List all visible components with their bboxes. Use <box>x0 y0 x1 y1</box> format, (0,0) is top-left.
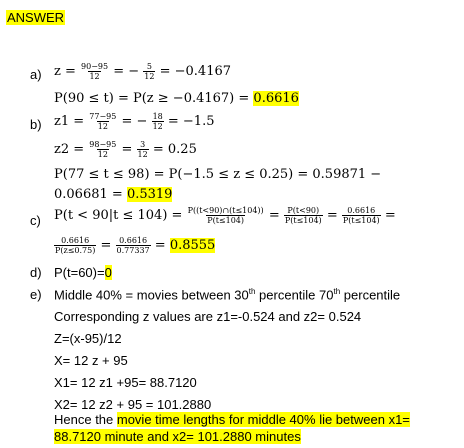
superscript: th <box>248 287 256 296</box>
denominator: P(t≤104) <box>207 216 245 225</box>
equals: = <box>100 238 112 253</box>
difference-expr: 0.06681 = <box>54 187 123 202</box>
part-d-label: d) <box>30 265 42 280</box>
denominator: 12 <box>152 122 163 131</box>
fraction <box>143 62 155 81</box>
denominator: 12 <box>144 72 155 81</box>
part-c-label: c) <box>30 213 41 228</box>
denominator: 0.77337 <box>116 246 150 255</box>
answer-highlight: 0 <box>104 265 112 280</box>
equals: = <box>121 142 133 157</box>
fraction <box>342 206 381 225</box>
numerator: P(t<90) <box>287 206 320 215</box>
part-e-label: e) <box>30 287 42 302</box>
numerator: 3 <box>140 140 146 149</box>
part-a-label: a) <box>30 67 42 82</box>
denominator: P(t≤104) <box>284 216 322 225</box>
answer-highlight: 0.8555 <box>169 238 216 253</box>
part-e-line-6: X2= 12 z2 + 95 = 101.2880 <box>54 397 212 412</box>
part-e-line-2: Corresponding z values are z1=-0.524 and z2= 0.524 <box>54 309 362 324</box>
part-b-label: b) <box>30 117 42 132</box>
numerator: P((t<90)∩(t≤104)) <box>187 206 264 215</box>
part-b-line-2 <box>54 140 197 159</box>
fraction <box>116 236 151 255</box>
z1-result: = −1.5 <box>167 114 215 129</box>
equals: = <box>154 238 166 253</box>
fraction <box>284 206 323 225</box>
z2-expr: z2 = <box>54 142 85 157</box>
part-b-line-4 <box>54 187 172 202</box>
equals-minus: = − <box>121 114 148 129</box>
z-result: = −0.4167 <box>159 64 232 79</box>
fraction <box>187 206 265 225</box>
fraction <box>137 140 149 159</box>
part-c-line-1 <box>54 206 396 225</box>
text-segment: Middle 40% = movies between 30 <box>54 287 249 303</box>
probability-expr: P(t=60)= <box>54 265 105 280</box>
numerator: 77−95 <box>89 112 117 121</box>
conclusion-highlight: movie time lengths for middle 40% lie between x1= <box>116 412 410 427</box>
text-segment: percentile 70 <box>255 287 334 303</box>
equals-minus: = − <box>113 64 140 79</box>
denominator: 12 <box>89 72 100 81</box>
answer-header: ANSWER <box>7 10 65 25</box>
numerator: 5 <box>146 62 152 71</box>
part-a-z-expr: z = <box>54 64 76 79</box>
fraction <box>80 62 109 81</box>
equals: = <box>268 208 280 223</box>
conclusion-highlight: 88.7120 minute and x2= 101.2880 minutes <box>54 429 301 444</box>
fraction <box>152 112 164 131</box>
denominator: 12 <box>137 150 148 159</box>
text-segment: Hence the <box>54 412 117 427</box>
fraction <box>88 112 117 131</box>
part-e-line-4: X= 12 z + 95 <box>54 353 128 368</box>
part-e-line-7 <box>54 412 410 427</box>
part-a-line-2 <box>54 91 299 106</box>
part-e-line-3: Z=(x-95)/12 <box>54 331 122 346</box>
numerator: 0.6616 <box>61 236 90 245</box>
part-b-line-1 <box>54 112 214 131</box>
probability-expr: P(90 ≤ t) = P(z ≥ −0.4167) = <box>54 91 250 106</box>
denominator: P(t≤104) <box>342 216 380 225</box>
denominator: 12 <box>97 150 108 159</box>
part-c-line-2 <box>54 236 215 255</box>
fraction <box>54 236 96 255</box>
denominator: 12 <box>97 122 108 131</box>
part-b-line-3: P(77 ≤ t ≤ 98) = P(−1.5 ≤ z ≤ 0.25) = 0.59871 − <box>54 167 382 182</box>
numerator: 18 <box>152 112 163 121</box>
part-e-line-8 <box>54 429 301 444</box>
text-segment: percentile <box>340 287 401 303</box>
fraction <box>88 140 117 159</box>
numerator: 90−95 <box>81 62 109 71</box>
part-a-line-1 <box>54 62 231 81</box>
conditional-expr: P(t < 90|t ≤ 104) = <box>54 208 183 223</box>
numerator: 98−95 <box>89 140 117 149</box>
part-e-line-1 <box>54 287 400 302</box>
numerator: 0.6616 <box>119 236 148 245</box>
equals: = <box>326 208 338 223</box>
superscript: th <box>333 287 341 296</box>
part-d-line <box>54 265 112 280</box>
z2-result: = 0.25 <box>152 142 197 157</box>
answer-highlight: 0.5319 <box>126 187 173 202</box>
equals: = <box>384 208 396 223</box>
z1-expr: z1 = <box>54 114 85 129</box>
numerator: 0.6616 <box>347 206 376 215</box>
denominator: P(z≤0.75) <box>55 246 96 255</box>
part-e-line-5: X1= 12 z1 +95= 88.7120 <box>54 375 197 390</box>
answer-highlight: 0.6616 <box>253 91 299 106</box>
